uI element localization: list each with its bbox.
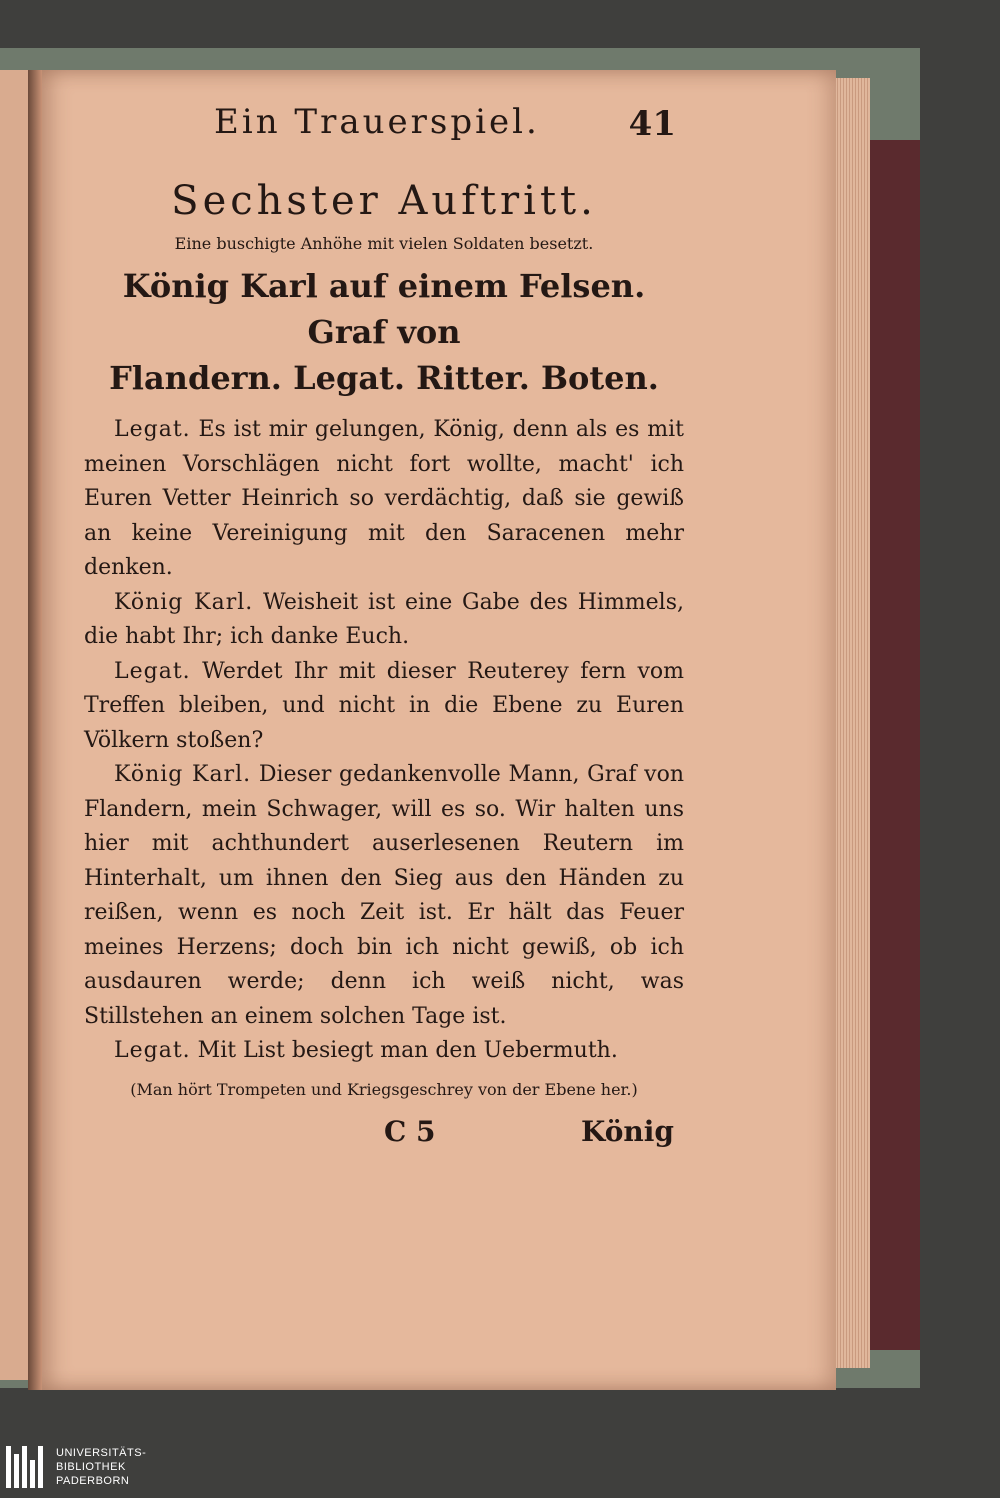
speech-text: Werdet Ihr mit dieser Reuterey fern vom Treffen bleiben, und nicht in die Ebene zu Euren Völkern stoßen? xyxy=(84,658,685,753)
library-logo-icon xyxy=(6,1446,48,1488)
speech xyxy=(84,655,684,759)
dramatis-line: Flandern. Legat. Ritter. Boten. xyxy=(109,359,659,397)
speech-text: Mit List besiegt man den Uebermuth. xyxy=(197,1038,618,1063)
page-number: 41 xyxy=(628,104,676,144)
speech-text: Weisheit ist eine Gabe des Himmels, die habt Ihr; ich danke Euch. xyxy=(84,589,685,649)
page-footer xyxy=(84,1115,684,1165)
logo-line: BIBLIOTHEK xyxy=(56,1461,126,1473)
page-header xyxy=(84,100,684,160)
stage-direction: (Man hört Trompeten und Kriegsgeschrey von der Ebene her.) xyxy=(130,1079,638,1099)
speaker-name: Legat. xyxy=(114,417,191,442)
dialogue xyxy=(84,413,684,1069)
running-title: Ein Trauerspiel. xyxy=(214,102,540,142)
speech xyxy=(84,413,684,586)
speaker-name: König Karl. xyxy=(114,762,252,787)
dramatis-line: König Karl auf einem Felsen. Graf von xyxy=(122,267,646,351)
speech xyxy=(84,1034,684,1069)
logo-line: UNIVERSITÄTS- xyxy=(56,1447,147,1459)
signature-mark: C 5 xyxy=(384,1114,436,1148)
speech xyxy=(84,586,684,655)
speaker-name: Legat. xyxy=(114,1038,191,1063)
scene-title: Sechster Auftritt. xyxy=(171,178,597,224)
logo-line: PADERBORN xyxy=(56,1475,130,1487)
book-gutter xyxy=(28,70,42,1390)
page-content xyxy=(84,100,684,1165)
library-logo xyxy=(6,1446,146,1488)
dramatis-personae xyxy=(84,263,684,401)
stage-setting: Eine buschigte Anhöhe mit vielen Soldaten besetzt. xyxy=(174,234,594,253)
speech-text: Dieser gedankenvolle Mann, Graf von Flandern, mein Schwager, will es so. Wir halten uns hier mit achthundert auserlesenen Reutern im Hinterhalt, um ihnen den Sieg aus den Händen zu reißen, wenn es noch Zeit ist. Er hält das Feuer meines Herzens; doch bin ich nicht gewiß, ob ich ausdauren werde; denn ich weiß nicht, was Stillstehen an einem solchen Tage ist. xyxy=(84,762,684,1029)
speaker-name: König Karl. xyxy=(114,589,254,615)
catchword: König xyxy=(581,1114,674,1148)
library-logo-text xyxy=(56,1446,146,1488)
speaker-name: Legat. xyxy=(114,658,191,684)
speech-text: Es ist mir gelungen, König, denn als es mit meinen Vorschlägen nicht fort wollte, macht' ich Euren Vetter Heinrich so verdächtig, daß sie gewiß an keine Vereinigung mit den Saracenen mehr denken. xyxy=(84,417,685,580)
speech xyxy=(84,758,684,1034)
